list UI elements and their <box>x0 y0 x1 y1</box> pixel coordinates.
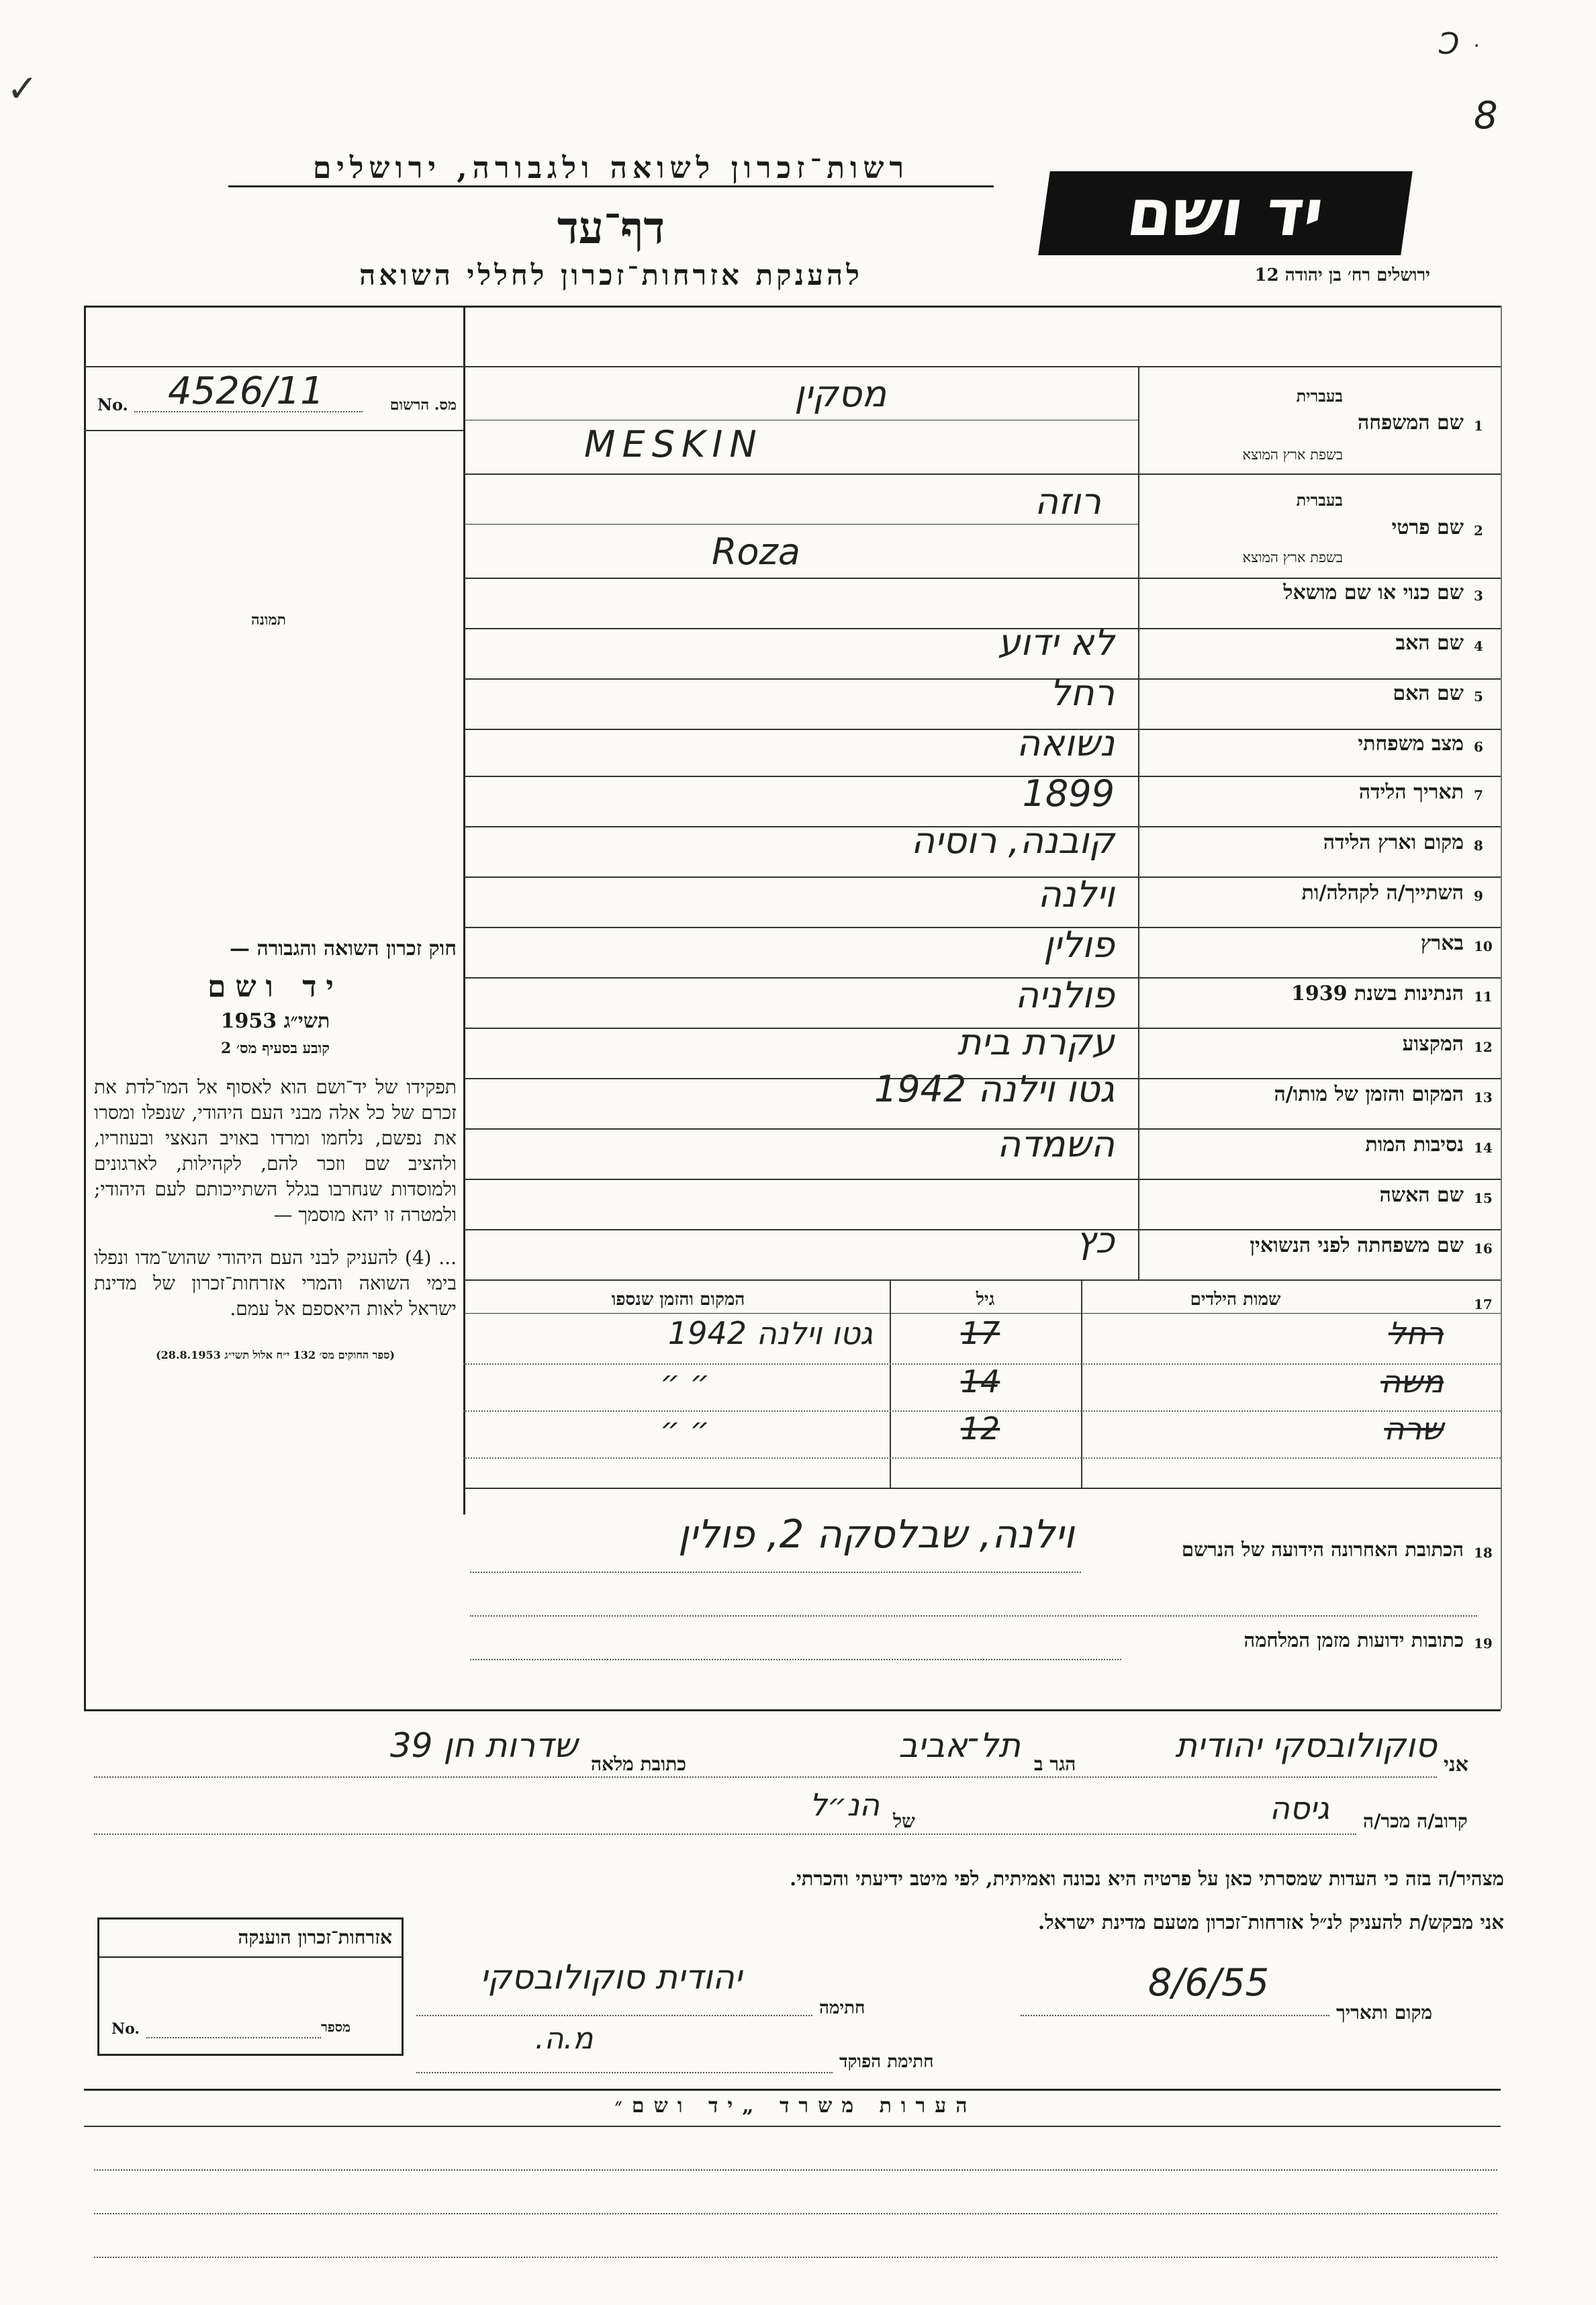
field-5-value: רחל <box>1049 672 1115 714</box>
field-19-label: כתובות ידועות מזמן המלחמה <box>1243 1629 1464 1652</box>
declarant-city: תל־אביב <box>898 1726 1021 1765</box>
child-3-age: 12 <box>960 1410 1000 1447</box>
of-value: הנ״ל <box>809 1787 880 1823</box>
field-7-label: תאריך הלידה <box>1358 780 1464 804</box>
child-1-place: גטו וילנה 1942 <box>667 1315 873 1351</box>
declarant-full-address: שדרות חן 39 <box>389 1726 577 1765</box>
declaration-text: מצהיר/ה בזה כי העדות שמסרתי כאן על פרטיה היא נכונה ואמיתית, לפי מיטב ידיעתי והכרתי. <box>790 1867 1504 1890</box>
field-11-value: פולניה <box>1015 974 1115 1016</box>
field-10-label: בארץ <box>1420 932 1464 955</box>
field-1-value-hebrew: מסקין <box>794 373 886 415</box>
field-16-value: כץ <box>1076 1219 1115 1261</box>
children-header-age: גיל <box>976 1290 995 1310</box>
field-2-label: שם פרטי <box>1391 516 1464 539</box>
declaration-date: 8/6/55 <box>1147 1961 1270 2005</box>
field-1-label: שם המשפחה <box>1357 411 1464 435</box>
photo-label: תמונה <box>251 611 286 629</box>
law-title: חוק זכרון השואה והגבורה — <box>230 937 457 960</box>
field-2-sub-hebrew: בעברית <box>1296 490 1343 510</box>
child-1-age: 17 <box>960 1315 1000 1351</box>
declarant-signature: יהודית סוקולובסקי <box>480 1958 742 1997</box>
field-15-label: שם האשה <box>1379 1183 1464 1207</box>
field-18-label: הכתובת האחרונה הידועה של הנרשם <box>1181 1538 1464 1561</box>
field-14-label: נסיבות המות <box>1365 1133 1464 1157</box>
authority-name: רשות־זכרון לשואה ולגבורה, ירושלים <box>228 151 994 187</box>
registration-number: 4526/11 <box>168 369 324 413</box>
place-date-label: מקום ותאריך <box>1336 2001 1433 2024</box>
field-16-label: שם משפחתה לפני הנשואין <box>1250 1234 1464 1257</box>
declarant-i-label: אני <box>1444 1753 1468 1776</box>
of-label: של <box>893 1810 915 1832</box>
law-citation: (ספר החוקים מס׳ 132 י״ח אלול תשי״ג 28.8.1953) <box>156 1349 395 1361</box>
children-header-names: שמות הילדים <box>1190 1290 1281 1310</box>
field-3-label: שם כנוי או שם מושאל <box>1283 581 1464 604</box>
declarant-relation: גיסה <box>1269 1790 1329 1826</box>
citizenship-box-title: אזרחות־זכרון הוענקה <box>238 1926 392 1948</box>
resides-label: הגר ב <box>1034 1753 1076 1775</box>
field-11-label: הנתינות בשנת 1939 <box>1290 982 1464 1005</box>
field-14-value: השמדה <box>997 1123 1115 1165</box>
logo-address: ירושלים רח׳ בן יהודה 12 <box>1254 265 1430 285</box>
child-3-place: ״ ״ <box>660 1410 710 1447</box>
law-year: תשי״ג 1953 <box>220 1009 330 1033</box>
field-18-value: וילנה, שבלסקה 2, פולין <box>678 1511 1074 1557</box>
yad-vashem-logo: יד ושם <box>1038 171 1413 255</box>
field-12-value: עקרת בית <box>957 1021 1115 1063</box>
declarant-name: סוקולובסקי יהודית <box>1175 1726 1437 1765</box>
law-paragraph-1: תפקידו של יד־ושם הוא לאסוף אל המו־לדת את זכרם של כל אלה מבני העם היהודי, שנפלו ומסרו את נפשם, נלחמו ומרדו באויב הנאצי ובעוזריו, ולהציב שם וזכר להם, לקהילות, לארגונים ולמוסדות שנחרבו בגלל השתייכותם לעם היהודי; ולמטרה זו יהא מוסמך — <box>94 1076 457 1226</box>
form-title: דף־עד <box>557 201 665 254</box>
citizenship-box <box>97 1917 404 2056</box>
field-9-value: וילנה <box>1037 873 1115 915</box>
field-12-label: המקצוע <box>1402 1032 1464 1056</box>
field-2-value-latin: Roza <box>712 531 800 573</box>
law-panel <box>94 937 457 1362</box>
field-1-sub-hebrew: בעברית <box>1296 386 1343 406</box>
remarks-title: הערות משרד „יד ושם״ <box>614 2094 977 2118</box>
field-4-label: שם האב <box>1395 631 1464 655</box>
checkmark-icon: ✓ <box>7 67 38 111</box>
page-number: 8 <box>1474 94 1498 138</box>
field-8-label: מקום וארץ הלידה <box>1323 831 1464 854</box>
officer-signature: מ.ה. <box>534 2022 594 2056</box>
registration-no-label: No. <box>97 395 128 414</box>
child-2-name: משה <box>1380 1363 1444 1400</box>
field-13-value: גטו וילנה 1942 <box>874 1068 1115 1110</box>
field-2-value-hebrew: רוזה <box>1034 480 1101 523</box>
relation-label: קרוב/ה מכר/ה <box>1363 1810 1468 1832</box>
field-6-value: נשואה <box>1017 722 1115 764</box>
field-8-value: קובנה, רוסיה <box>910 819 1115 862</box>
child-2-place: ״ ״ <box>660 1363 710 1400</box>
field-9-label: השתייך/ה לקהלה/ות <box>1301 881 1464 905</box>
law-name: יד ושם <box>207 970 343 1004</box>
officer-signature-label: חתימת הפוקד <box>839 2052 934 2072</box>
field-6-label: מצב משפחתי <box>1358 732 1464 756</box>
child-2-age: 14 <box>960 1363 1000 1400</box>
field-4-value: לא ידוע <box>997 621 1115 664</box>
field-1-value-latin: MESKIN <box>584 423 763 465</box>
signature-label: חתימה <box>819 1998 865 2018</box>
field-2-sub-origin: בשפת ארץ המוצא <box>1242 549 1343 566</box>
child-3-name: שרה <box>1384 1410 1444 1447</box>
corner-mark: Ͻ ּ ּ <box>1437 27 1476 61</box>
citizenship-no-label: No. <box>111 2020 140 2038</box>
law-clause: קובע בסעיף מס׳ 2 <box>220 1040 330 1057</box>
citizenship-number-label: מספר <box>321 2019 350 2035</box>
law-paragraph-2: ... (4) להעניק לבני העם היהודי שהוש־מדו ונפלו בימי השואה והמרי אזרחות־זכרון של מדינת ישראל לאות היאספם אל עמם. <box>94 1247 457 1320</box>
field-1-sub-origin: בשפת ארץ המוצא <box>1242 447 1343 463</box>
request-text: אני מבקש/ת להעניק לנ״ל אזרחות־זכרון מטעם מדינת ישראל. <box>1038 1911 1504 1934</box>
children-header-place: המקום והזמן שנספו <box>611 1290 745 1310</box>
field-10-value: פולין <box>1043 923 1115 966</box>
field-13-label: המקום והזמן של מותו/ה <box>1274 1083 1464 1106</box>
full-address-label: כתובת מלאה <box>591 1753 687 1775</box>
child-1-name: רחל <box>1388 1315 1444 1351</box>
field-5-label: שם האם <box>1393 682 1464 705</box>
field-7-value: 1899 <box>1022 772 1115 815</box>
form-subtitle: להענקת אזרחות־זכרון לחללי השואה <box>359 259 863 291</box>
registration-label: מס. הרשום <box>389 396 457 414</box>
